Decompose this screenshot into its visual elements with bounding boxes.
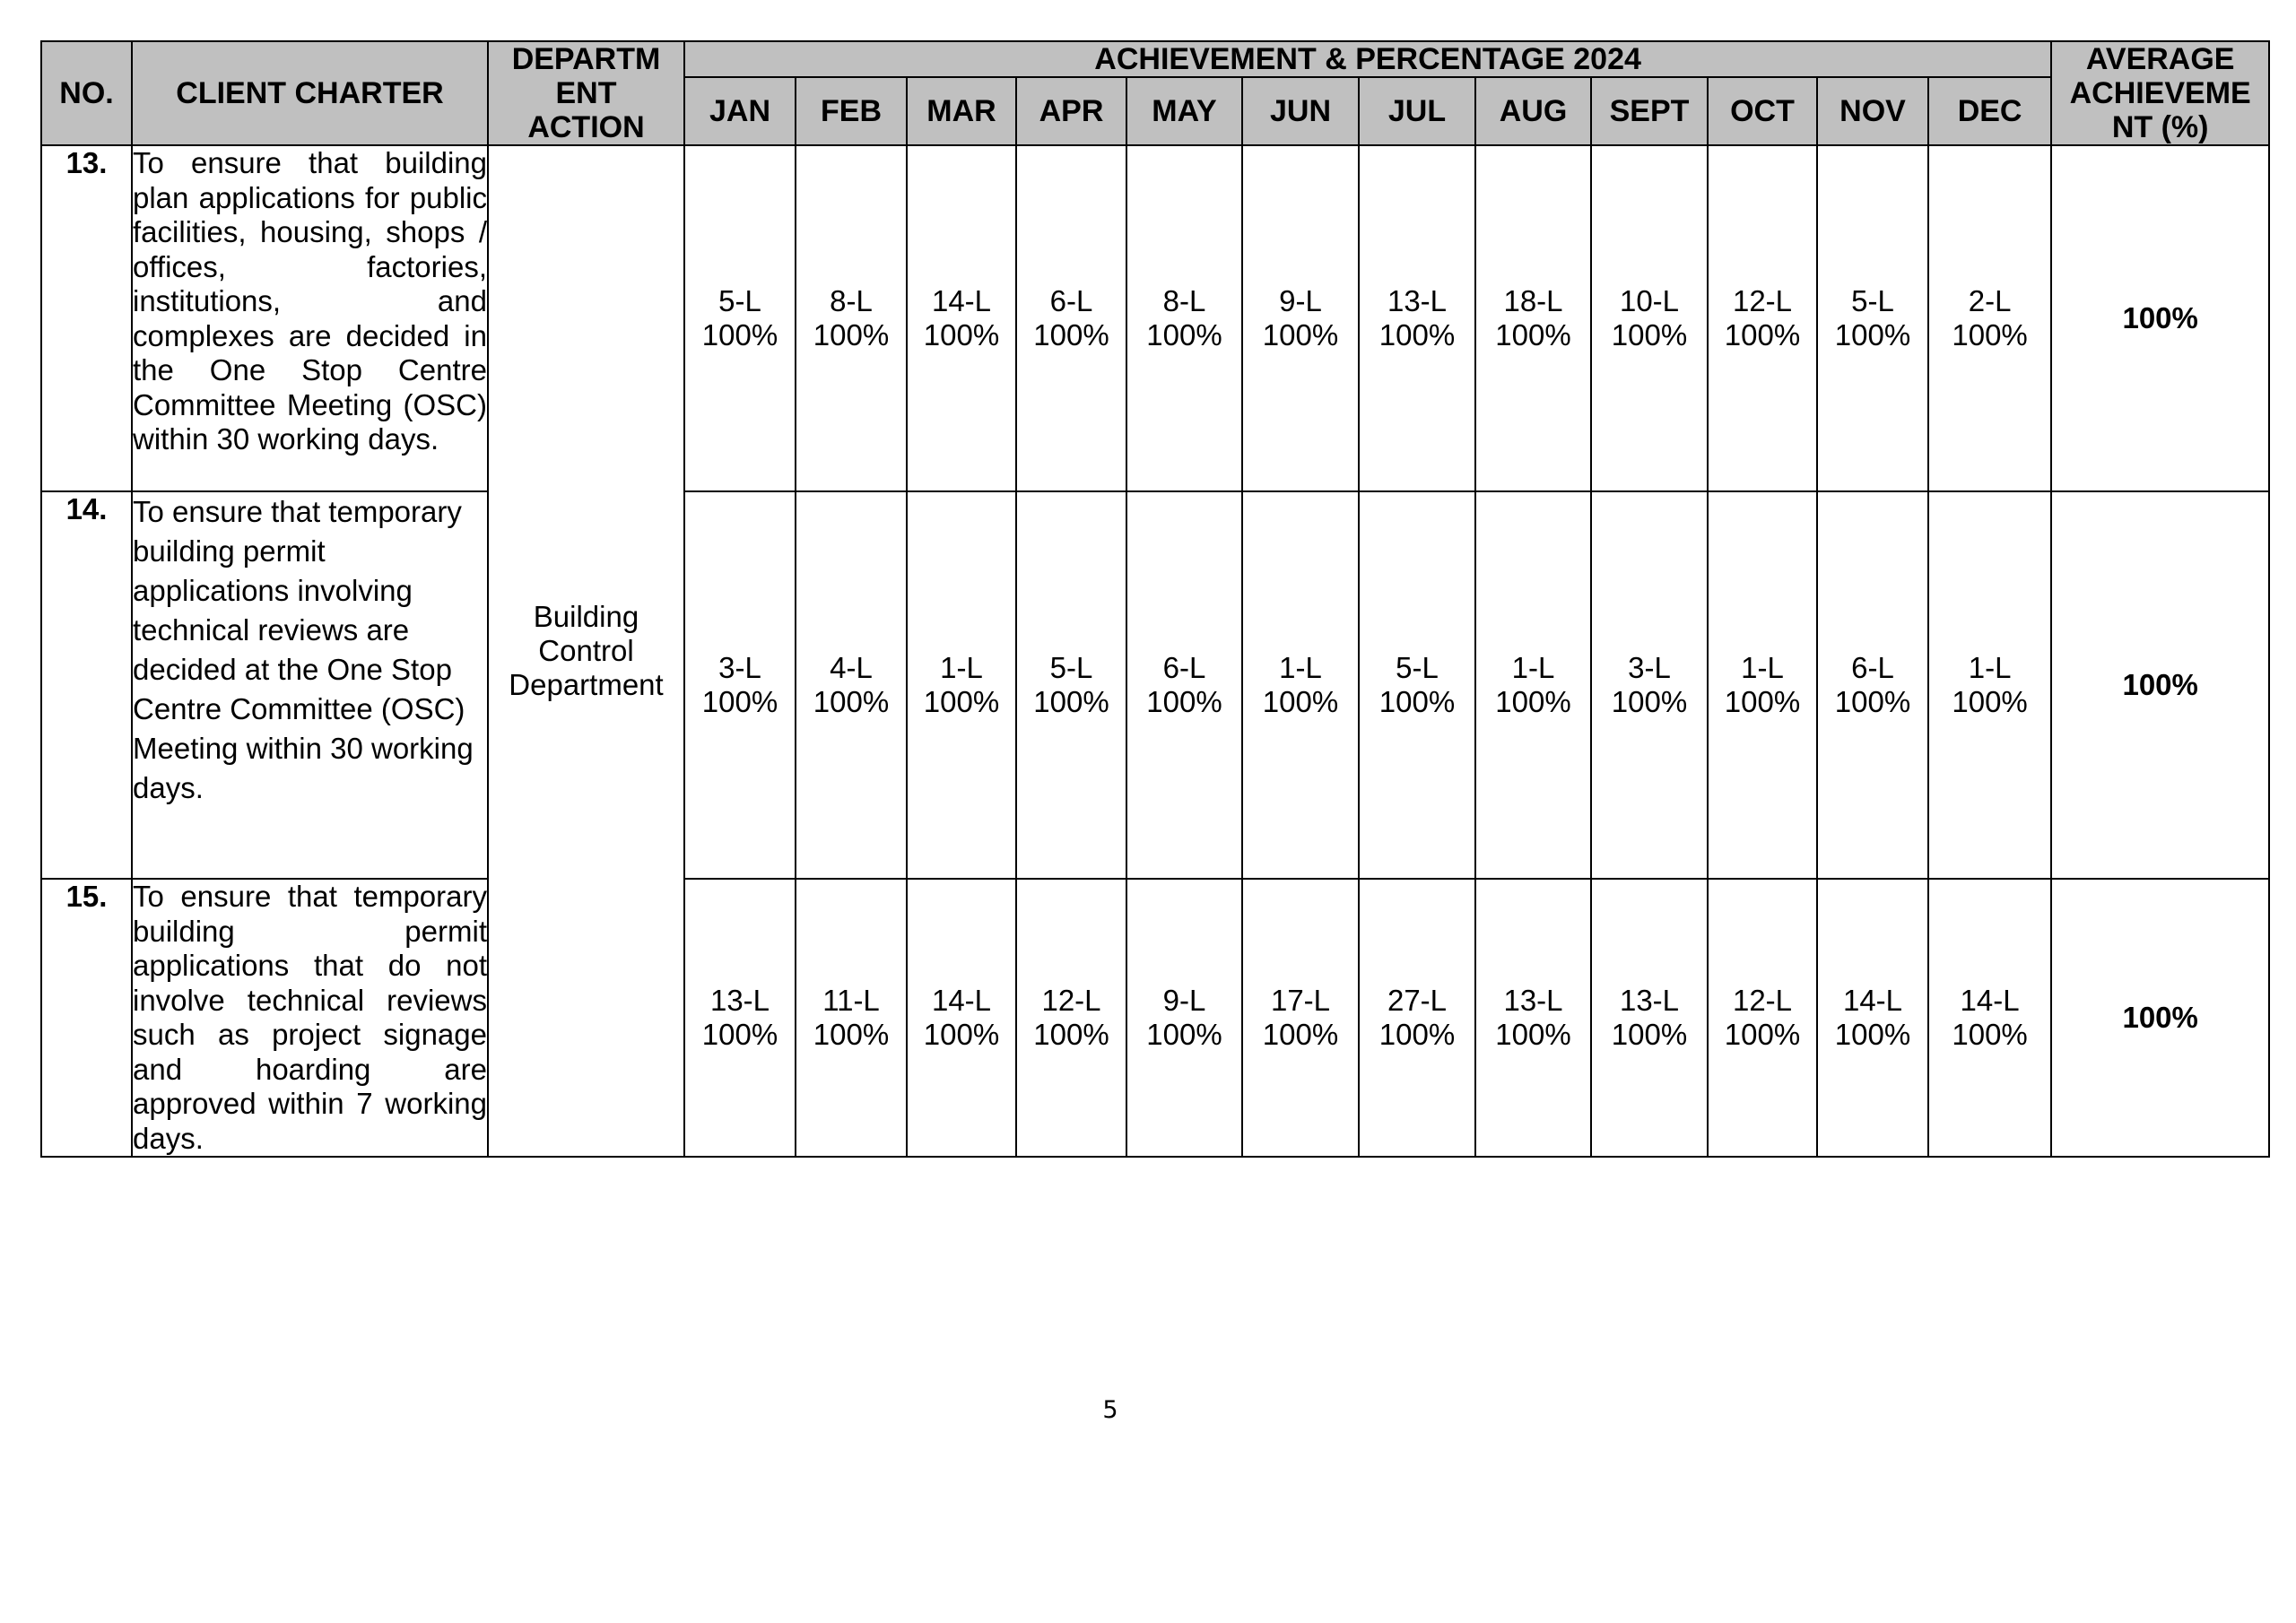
month-cell-dec [1928,879,2051,1157]
department-line-2: Control [538,634,634,667]
department-line-1: Building [533,600,639,633]
month-cell-jan [684,145,796,491]
table-row [41,145,2269,491]
month-cell-feb [796,145,907,491]
month-cell-jul [1359,145,1475,491]
month-cell-jul [1359,491,1475,879]
table-row [41,491,2269,879]
application-count: 18-L [1503,284,1563,317]
application-count: 1-L [1511,651,1555,684]
average-achievement: 100% [2051,491,2269,879]
application-count: 14-L [931,984,992,1017]
application-count: 5-L [1049,651,1093,684]
month-cell-jul [1359,879,1475,1157]
month-cell-aug [1475,491,1591,879]
client-charter-text: To ensure that temporary building permit applications that do not involve technical reviews such as project signage and hoarding are approved within 7 working days. [132,879,488,1157]
application-count: 27-L [1387,984,1448,1017]
achievement-percent: 100% [1495,318,1571,352]
header-average-line-3: NT (%) [2111,110,2209,144]
month-cell-jun [1242,145,1359,491]
header-average-line-2: ACHIEVEME [2069,76,2251,110]
average-achievement: 100% [2051,145,2269,491]
header-month-nov: NOV [1817,77,1928,145]
application-count: 14-L [931,284,992,317]
achievement-percent: 100% [1952,685,2028,718]
achievement-percent: 100% [701,1018,778,1051]
achievement-percent: 100% [1724,318,1801,352]
header-month-dec: DEC [1928,77,2051,145]
achievement-percent: 100% [1834,685,1911,718]
table-row [41,879,2269,1157]
achievement-percent: 100% [1378,1018,1456,1051]
application-count: 5-L [1851,284,1894,317]
header-month-may: MAY [1126,77,1242,145]
achievement-percent: 100% [701,685,778,718]
achievement-percent: 100% [1262,1018,1339,1051]
month-cell-jan [684,491,796,879]
achievement-percent: 100% [1495,1018,1571,1051]
month-cell-apr [1016,879,1126,1157]
header-month-jul: JUL [1359,77,1475,145]
application-count: 5-L [1396,651,1439,684]
achievement-percent: 100% [1834,318,1911,352]
month-cell-may [1126,491,1242,879]
header-dept-line-2: ENT [555,76,617,110]
achievement-percent: 100% [923,1018,1000,1051]
achievement-percent: 100% [1952,318,2028,352]
page-number: 5 [1102,1396,1118,1424]
application-count: 1-L [1741,651,1784,684]
application-count: 13-L [1619,984,1680,1017]
application-count: 3-L [1628,651,1671,684]
month-cell-mar [907,879,1016,1157]
header-month-feb: FEB [796,77,907,145]
month-cell-nov [1817,145,1928,491]
header-month-oct: OCT [1708,77,1817,145]
achievement-percent: 100% [813,685,890,718]
achievement-percent: 100% [813,318,890,352]
header-no: NO. [41,41,132,145]
application-count: 2-L [1968,284,2012,317]
month-cell-aug [1475,145,1591,491]
month-cell-may [1126,145,1242,491]
application-count: 8-L [1162,284,1206,317]
month-cell-jun [1242,491,1359,879]
achievement-percent: 100% [1495,685,1571,718]
achievement-percent: 100% [701,318,778,352]
header-row-top [41,41,2269,77]
application-count: 1-L [1279,651,1322,684]
month-cell-sept [1591,491,1708,879]
achievement-percent: 100% [1262,318,1339,352]
achievement-percent: 100% [923,318,1000,352]
application-count: 12-L [1732,284,1793,317]
header-month-jun: JUN [1242,77,1359,145]
month-cell-nov [1817,491,1928,879]
department-name [488,145,684,1157]
application-count: 9-L [1279,284,1322,317]
application-count: 13-L [1503,984,1563,1017]
application-count: 9-L [1162,984,1206,1017]
month-cell-mar [907,491,1016,879]
achievement-percent: 100% [1724,685,1801,718]
application-count: 6-L [1851,651,1894,684]
achievement-percent: 100% [1033,318,1109,352]
application-count: 13-L [709,984,770,1017]
month-cell-feb [796,879,907,1157]
application-count: 14-L [1842,984,1903,1017]
header-month-jan: JAN [684,77,796,145]
month-cell-nov [1817,879,1928,1157]
application-count: 5-L [718,284,761,317]
achievement-percent: 100% [1378,318,1456,352]
header-month-sept: SEPT [1591,77,1708,145]
month-cell-apr [1016,491,1126,879]
achievement-percent: 100% [1724,1018,1801,1051]
header-month-aug: AUG [1475,77,1591,145]
achievement-percent: 100% [1611,685,1688,718]
application-count: 14-L [1960,984,2020,1017]
header-dept-line-3: ACTION [527,110,645,144]
achievement-percent: 100% [1262,685,1339,718]
header-average-achievement [2051,41,2269,145]
header-month-apr: APR [1016,77,1126,145]
application-count: 12-L [1732,984,1793,1017]
department-line-3: Department [509,668,664,701]
month-cell-aug [1475,879,1591,1157]
header-month-mar: MAR [907,77,1016,145]
achievement-percent: 100% [813,1018,890,1051]
application-count: 4-L [830,651,873,684]
header-client-charter: CLIENT CHARTER [132,41,488,145]
month-cell-jan [684,879,796,1157]
achievement-percent: 100% [1611,1018,1688,1051]
application-count: 3-L [718,651,761,684]
month-cell-may [1126,879,1242,1157]
achievement-percent: 100% [1146,685,1222,718]
achievement-percent: 100% [1033,1018,1109,1051]
average-achievement: 100% [2051,879,2269,1157]
month-cell-sept [1591,145,1708,491]
application-count: 11-L [822,984,880,1017]
header-department-action [488,41,684,145]
row-number: 14. [41,491,132,879]
month-cell-apr [1016,145,1126,491]
month-cell-oct [1708,879,1817,1157]
month-cell-feb [796,491,907,879]
achievement-percent: 100% [1952,1018,2028,1051]
month-cell-oct [1708,145,1817,491]
month-cell-mar [907,145,1016,491]
application-count: 8-L [830,284,873,317]
achievement-percent: 100% [1611,318,1688,352]
month-cell-sept [1591,879,1708,1157]
application-count: 13-L [1387,284,1448,317]
achievement-percent: 100% [1378,685,1456,718]
achievement-percent: 100% [923,685,1000,718]
month-cell-oct [1708,491,1817,879]
achievement-percent: 100% [1146,1018,1222,1051]
month-cell-jun [1242,879,1359,1157]
application-count: 6-L [1049,284,1093,317]
header-average-line-1: AVERAGE [2085,42,2235,76]
row-number: 13. [41,145,132,491]
client-charter-text: To ensure that building plan applications for public facilities, housing, shops / offices, factories, institutions, and complexes are decided in the One Stop Centre Committee Meeting (OSC) within 30 working days. [132,145,488,491]
application-count: 12-L [1041,984,1101,1017]
application-count: 17-L [1270,984,1331,1017]
achievement-percent: 100% [1146,318,1222,352]
achievement-percent: 100% [1834,1018,1911,1051]
application-count: 6-L [1162,651,1206,684]
application-count: 1-L [940,651,983,684]
client-charter-table [40,40,2270,1158]
row-number: 15. [41,879,132,1157]
month-cell-dec [1928,491,2051,879]
header-achievement-percentage: ACHIEVEMENT & PERCENTAGE 2024 [684,41,2051,77]
header-dept-line-1: DEPARTM [511,42,661,76]
month-cell-dec [1928,145,2051,491]
application-count: 10-L [1619,284,1680,317]
application-count: 1-L [1968,651,2012,684]
client-charter-text: To ensure that temporary building permit applications involving technical reviews are decided at the One Stop Centre Committee (OSC) Meeting within 30 working days. [132,491,488,879]
achievement-percent: 100% [1033,685,1109,718]
